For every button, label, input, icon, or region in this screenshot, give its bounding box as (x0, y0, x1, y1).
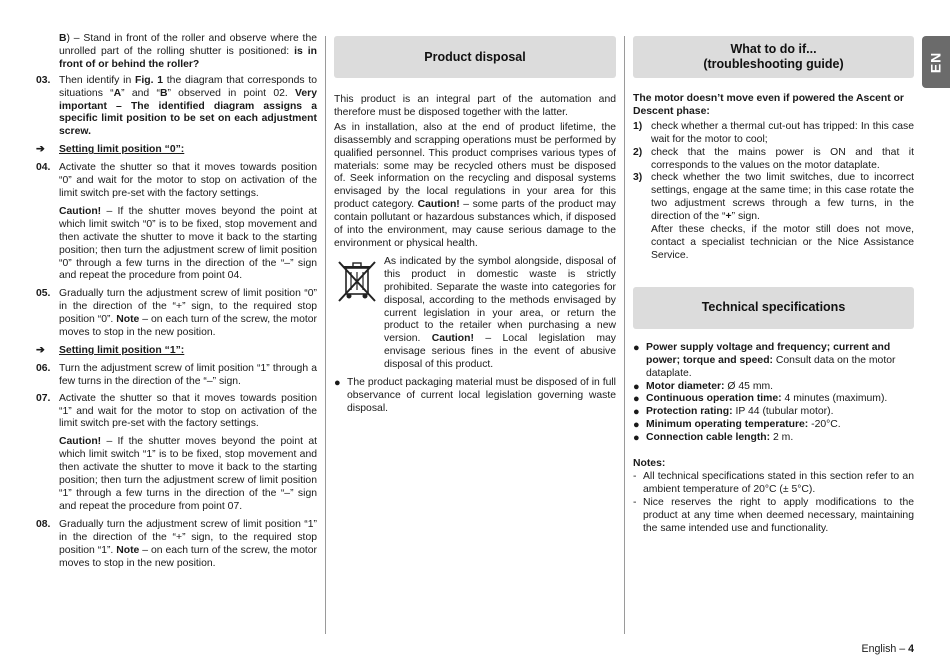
product-disposal-heading: Product disposal (334, 36, 616, 78)
troubleshooting-heading: What to do if... (troubleshooting guide) (633, 36, 914, 78)
spec-item: ● Power supply voltage and frequency; current and power; torque and speed: Consult data on the motor dataplate. (633, 341, 896, 379)
disposal-paragraph-3: As indicated by the symbol alongside, disposal of this product in domestic waste is strictly prohibited. Separate the waste into categories for disposal, according to the methods envisaged by current legislation in your area, or return the product to the retailer when purchasing a new version. Caution! – Local legislation may envisage serious fines in the event of abusive disposal of this product. (384, 255, 616, 371)
column-divider (325, 36, 326, 634)
spec-item: ● Motor diameter: Ø 45 mm. (633, 380, 774, 393)
product-disposal-column (334, 0, 616, 416)
right-arrow-icon: ➔ (36, 144, 45, 156)
page-footer (862, 643, 914, 656)
right-arrow-icon: ➔ (36, 344, 45, 356)
troubleshooting-step: 2) check that the mains power is ON and that it corresponds to the values on the motor dataplate. (633, 146, 914, 171)
step-03: 03. Then identify in Fig. 1 the diagram that corresponds to situations “A” and “B” observed in point 02. Very important – The identified diagram assigns a specific limit position to be set on each adjustment screw. (36, 74, 318, 138)
packaging-disposal-note: ● The product packaging material must be disposed of in full observance of current local legislation governing waste disposal. (334, 377, 616, 414)
spec-item: ● Protection rating: IP 44 (tubular motor). (633, 406, 834, 419)
step-04-caution: Caution! – If the shutter moves beyond the point at which limit switch “0” is to be fixed, stop movement and then activate the shutter to move it back to the starting position; then turn the adjustment screw of limit position “0” through a few turns in the direction of the “–” sign and repeat the procedure from point 04. (59, 205, 317, 282)
column-divider (624, 36, 625, 634)
note-item: - Nice reserves the right to apply modifications to the product at any time when deemed necessary, maintaining the same intended use and functionality. (633, 496, 914, 534)
step-08: 08. Gradually turn the adjustment screw of limit position “1” in the direction of the “+” sign, to the required stop position “1”. Note – on each turn of the screw, the motor moves to stop in the new position. (36, 518, 317, 569)
troubleshooting-step: 3) check whether the two limit switches, due to incorrect settings, engage at the same time; in this case rotate the two adjustment screws through a few turns, in the direction of the “+” sign. (633, 172, 914, 223)
step-06: 06. Turn the adjustment screw of limit position “1” through a few turns in the direction of the “–” sign. (36, 362, 317, 387)
step-04: 04. Activate the shutter so that it moves towards position “0” and wait for the motor to stop on activation of the limit switch pre-set with the factory settings. (36, 162, 317, 199)
installation-steps-column (36, 33, 317, 570)
specifications-list (633, 342, 914, 445)
language-tab: EN (922, 36, 950, 88)
spec-item: ● Connection cable length: 2 m. (633, 432, 794, 445)
disposal-paragraph-2: As in installation, also at the end of product lifetime, the disassembly and scrapping operations must be performed by qualified personnel. This product comprises various types of materials: some may be recycled others must be disposed of. Seek information on the recycling and disposal systems envisaged by the local regulations in your area for this product category. Caution! – some parts of the product may contain pollutant or hazardous substances which, if disposed of into the environment, may cause serious damage to the environment or physical health. (334, 121, 616, 249)
step-b-observation: B) – Stand in front of the roller and observe where the unrolled part of the rolling shutter is positioned: is in front of or behind the roller? (59, 33, 317, 70)
troubleshooting-step: 1) check whether a thermal cut-out has tripped: In this case wait for the motor to cool; (633, 120, 914, 145)
spec-item: ● Minimum operating temperature: -20°C. (633, 419, 841, 432)
waste-symbol-block (334, 256, 616, 372)
heading-limit-position-1: ➔ Setting limit position “1”: (36, 344, 185, 356)
page-number: 4 (908, 643, 914, 655)
spec-item: ● Continuous operation time: 4 minutes (maximum). (633, 393, 888, 406)
step-07-caution: Caution! – If the shutter moves beyond the point at which limit switch “1” is to be fixed, stop movement and then activate the shutter to move it back to the starting position; then turn the adjustment screw of limit position “1” through a few turns in the direction of the “–” sign and repeat the procedure from point 07. (59, 436, 317, 512)
notes-heading: Notes: (633, 458, 666, 470)
step-05: 05. Gradually turn the adjustment screw of limit position “0” in the direction of the “+” sign, to the required stop position “0”. Note – on each turn of the screw, the motor moves to stop in the new position. (36, 288, 317, 339)
technical-specifications-heading: Technical specifications (633, 287, 914, 329)
footer-language: English – (861, 643, 906, 655)
troubleshooting-after: After these checks, if the motor still does not move, contact a specialist technician or the Nice Assistance Service. (651, 224, 914, 261)
note-item: - All technical specifications stated in this section refer to an ambient temperature of 20°C (± 5°C). (633, 470, 914, 495)
step-07: 07. Activate the shutter so that it moves towards position “1” and wait for the motor to stop on activation of the limit switch pre-set with the factory settings. (36, 392, 317, 430)
crossed-out-wheelie-bin-icon (334, 258, 380, 304)
troubleshooting-column (633, 0, 914, 535)
troubleshooting-problem: The motor doesn’t move even if powered the Ascent or Descent phase: (633, 93, 904, 117)
heading-limit-position-0: ➔ Setting limit position “0”: (36, 144, 185, 156)
disposal-paragraph-1: This product is an integral part of the automation and therefore must be disposed together with the latter. (334, 94, 616, 118)
